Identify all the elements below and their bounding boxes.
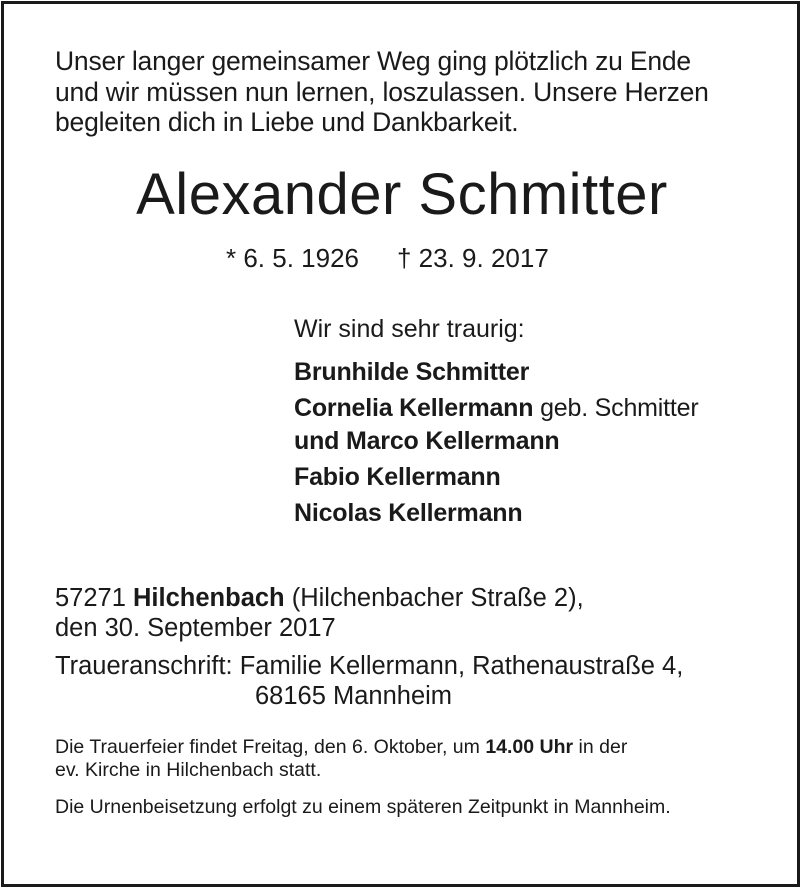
mourner-2 — [294, 392, 698, 425]
mourning-address — [55, 651, 683, 711]
intro-text — [55, 46, 755, 138]
deceased-name: Alexander Schmitter — [136, 162, 668, 227]
ceremony-time: 14.00 Uhr — [485, 736, 574, 758]
location-city: Hilchenbach — [133, 584, 285, 612]
mourner-2-partner: und Marco Kellermann — [294, 427, 560, 455]
mourner-2-note: geb. Schmitter — [540, 394, 699, 422]
ceremony-line-2: ev. Kirche in Hilchenbach statt. — [55, 759, 322, 781]
birth-date: * 6. 5. 1926 — [226, 243, 359, 273]
ceremony-pre: Die Trauerfeier findet Freitag, den 6. Oktober, um — [55, 736, 480, 758]
ceremony-info — [55, 736, 746, 782]
burial-info: Die Urnenbeisetzung erfolgt zu einem späteren Zeitpunkt in Mannheim. — [55, 796, 671, 818]
location-street: (Hilchenbacher Straße 2), — [291, 584, 584, 612]
mourner-4: Nicolas Kellermann — [294, 499, 523, 527]
mourner-2-name: Cornelia Kellermann — [294, 394, 534, 422]
mourner-1: Brunhilde Schmitter — [294, 358, 530, 386]
mourner-3: Fabio Kellermann — [294, 463, 501, 491]
address-line-1: Traueranschrift: Familie Kellermann, Rathenaustraße 4, — [55, 652, 684, 680]
ceremony-post: in der — [578, 736, 628, 758]
death-date: † 23. 9. 2017 — [397, 243, 549, 273]
location-date — [55, 583, 584, 643]
address-line-2: 68165 Mannheim — [255, 682, 453, 710]
life-dates — [226, 243, 549, 273]
mourners-block — [294, 314, 698, 530]
location-date-line: den 30. September 2017 — [55, 614, 336, 642]
intro-line-3: begleiten dich in Liebe und Dankbarkeit. — [55, 107, 519, 137]
intro-line-2: und wir müssen nun lernen, loszulassen. Unsere Herzen — [55, 76, 709, 107]
mourners-lead: Wir sind sehr traurig: — [294, 315, 525, 343]
intro-line-1: Unser langer gemeinsamer Weg ging plötzlich zu Ende — [55, 46, 691, 76]
location-line — [55, 583, 584, 613]
location-zip: 57271 — [55, 584, 126, 612]
